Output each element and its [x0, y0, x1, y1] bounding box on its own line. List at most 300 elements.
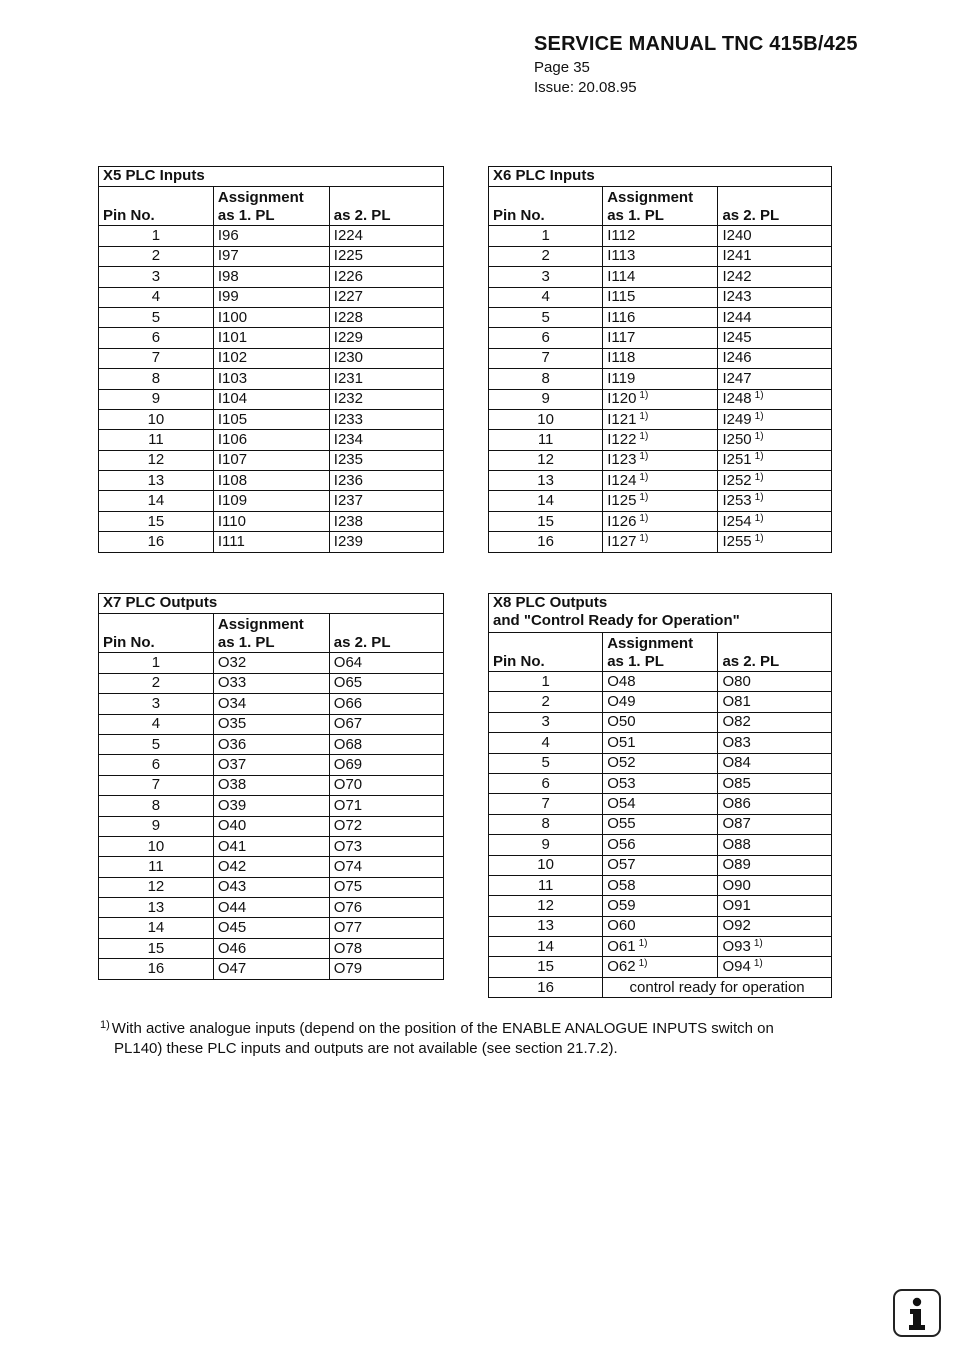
assignment-2pl-cell — [329, 307, 443, 327]
table-title-row — [99, 167, 444, 187]
cell-text: I109 — [217, 492, 248, 510]
assignment-1pl-cell — [213, 511, 329, 531]
table-row — [489, 672, 832, 692]
cell-text: 10 — [147, 837, 165, 855]
assignment-1pl-cell — [603, 855, 718, 875]
cell-text: I224 — [333, 227, 363, 245]
assignment-1pl-cell — [213, 673, 329, 693]
assignment-1pl-cell — [213, 938, 329, 958]
page-number: Page 35 — [534, 59, 590, 76]
table-row — [99, 653, 444, 673]
assignment-2pl-cell — [718, 430, 832, 450]
cell-text: 13 — [147, 471, 165, 489]
assignment-1pl-cell — [213, 226, 329, 246]
pin-cell — [489, 957, 603, 977]
page-header — [534, 33, 858, 96]
assignment-1pl-cell — [603, 430, 718, 450]
assignment-1pl-cell — [213, 898, 329, 918]
cell-text: O88 — [722, 835, 751, 853]
pin-cell — [489, 471, 603, 491]
table-row — [99, 918, 444, 938]
cell-text: 11 — [537, 876, 554, 894]
cell-text: 4 — [151, 715, 161, 733]
assignment-1pl-cell — [213, 857, 329, 877]
assignment-2pl-cell — [329, 328, 443, 348]
assignment-2pl-cell — [718, 511, 832, 531]
cell-text: I100 — [217, 308, 248, 326]
assignment-2pl-cell — [329, 389, 443, 409]
pin-cell — [489, 773, 603, 793]
cell-text: 4 — [541, 288, 550, 306]
assignment-2pl-cell — [718, 835, 832, 855]
table-row — [489, 875, 832, 895]
pin-cell — [99, 491, 214, 511]
pin-cell — [99, 938, 214, 958]
cell-text: I246 — [722, 349, 752, 367]
pin-cell — [99, 511, 214, 531]
cell-text: I108 — [217, 471, 248, 489]
footnote-ref: 1) — [754, 492, 764, 504]
cell-text: as 2. PL — [333, 634, 391, 652]
assignment-2pl-cell — [329, 857, 443, 877]
table-row — [489, 855, 832, 875]
assignment-2pl-cell — [329, 877, 443, 897]
cell-text: I249 — [722, 410, 752, 428]
cell-text: O66 — [333, 694, 363, 712]
assignment-2pl-cell — [329, 694, 443, 714]
table-row — [489, 267, 832, 287]
table-row — [489, 409, 832, 429]
assignment-1pl-cell — [213, 450, 329, 470]
cell-text: 7 — [541, 795, 550, 813]
cell-text: O85 — [722, 774, 751, 792]
table-row — [99, 267, 444, 287]
pin-cell — [99, 226, 214, 246]
cell-text: I235 — [333, 451, 363, 469]
pin-cell — [489, 733, 603, 753]
table-row — [489, 733, 832, 753]
table-row — [489, 692, 832, 712]
col-header-assignment-1pl — [213, 614, 329, 653]
cell-text: O78 — [333, 939, 363, 957]
cell-text: I240 — [722, 227, 752, 245]
col-header-pin — [99, 187, 214, 226]
cell-text: I115 — [607, 288, 636, 306]
cell-text: O56 — [607, 835, 636, 853]
col-header-assignment-1pl — [603, 187, 718, 226]
cell-text: I112 — [607, 227, 636, 245]
pin-cell — [99, 246, 214, 266]
manual-title: SERVICE MANUAL TNC 415B/425 — [534, 33, 858, 55]
cell-text: O80 — [722, 672, 751, 690]
col-header-assignment: Assignment — [607, 189, 694, 207]
assignment-1pl-cell — [603, 471, 718, 491]
assignment-1pl-cell — [213, 775, 329, 795]
assignment-2pl-cell — [329, 898, 443, 918]
table-row — [99, 673, 444, 693]
assignment-2pl-cell — [718, 855, 832, 875]
pin-cell — [99, 959, 214, 979]
table-row — [489, 753, 832, 773]
cell-text: O41 — [217, 837, 247, 855]
assignment-2pl-cell — [718, 328, 832, 348]
table-title — [489, 594, 832, 633]
cell-text: I230 — [333, 349, 363, 367]
cell-text: I237 — [333, 492, 363, 510]
assignment-2pl-cell — [718, 733, 832, 753]
footnote — [100, 1019, 840, 1059]
assignment-2pl-cell — [329, 796, 443, 816]
cell-text: I98 — [217, 267, 239, 285]
cell-text: O74 — [333, 857, 363, 875]
col-header-as-1pl: as 1. PL — [217, 207, 275, 225]
assignment-2pl-cell — [329, 959, 443, 979]
table-row — [489, 835, 832, 855]
col-header-as-2pl — [718, 187, 832, 226]
assignment-1pl-cell — [213, 836, 329, 856]
pin-cell — [99, 816, 214, 836]
cell-text: I106 — [217, 430, 248, 448]
column-header-row — [99, 614, 444, 653]
cell-text: 1 — [541, 672, 550, 690]
cell-text: I248 — [722, 390, 752, 408]
cell-text: O48 — [607, 672, 636, 690]
assignment-1pl-cell — [603, 491, 718, 511]
table-row — [99, 532, 444, 552]
assignment-2pl-cell — [718, 773, 832, 793]
assignment-2pl-cell — [329, 836, 443, 856]
assignment-1pl-cell — [603, 511, 718, 531]
table-row — [99, 857, 444, 877]
cell-text: I99 — [217, 288, 239, 306]
cell-text: I239 — [333, 532, 363, 550]
col-header-assignment-1pl — [603, 633, 718, 672]
assignment-2pl-cell — [718, 389, 832, 409]
cell-text: 11 — [148, 430, 164, 448]
cell-text: I245 — [722, 329, 752, 347]
cell-text: I114 — [607, 267, 636, 285]
cell-text: I236 — [333, 471, 363, 489]
pin-cell — [99, 369, 214, 389]
assignment-1pl-cell — [603, 267, 718, 287]
cell-text: I233 — [333, 410, 363, 428]
footnote-line-2: PL140) these PLC inputs and outputs are not available (see section 21.7.2). — [114, 1040, 618, 1057]
cell-text: 10 — [147, 410, 165, 428]
cell-text: 16 — [537, 532, 554, 550]
cell-text: I118 — [607, 349, 636, 367]
assignment-2pl-cell — [329, 673, 443, 693]
cell-text: 4 — [541, 733, 550, 751]
cell-text: 14 — [147, 492, 165, 510]
pin-cell — [99, 673, 214, 693]
footnote-ref: 1) — [639, 471, 649, 483]
cell-text: as 2. PL — [333, 207, 391, 225]
pin-cell — [489, 835, 603, 855]
cell-text: 12 — [147, 451, 165, 469]
pin-cell — [489, 511, 603, 531]
col-header-as-1pl: as 1. PL — [607, 653, 664, 670]
table-row — [99, 409, 444, 429]
footnote-ref: 1) — [754, 451, 764, 463]
col-header-as-1pl: as 1. PL — [607, 207, 664, 225]
assignment-1pl-cell — [213, 246, 329, 266]
assignment-2pl-cell — [718, 916, 832, 936]
assignment-1pl-cell — [603, 328, 718, 348]
assignment-1pl-cell — [603, 389, 718, 409]
assignment-2pl-cell — [718, 794, 832, 814]
col-header-pin — [99, 614, 214, 653]
cell-text: 7 — [151, 349, 161, 367]
pin-cell — [99, 287, 214, 307]
col-header-as-2pl — [329, 187, 443, 226]
cell-text: I228 — [333, 308, 363, 326]
cell-text: I244 — [722, 308, 752, 326]
pin-cell — [489, 977, 603, 997]
pin-cell — [489, 491, 603, 511]
table-row — [99, 328, 444, 348]
pin-cell — [99, 471, 214, 491]
cell-text: 16 — [537, 978, 554, 996]
cell-text: I104 — [217, 390, 248, 408]
cell-text: O87 — [722, 815, 751, 833]
cell-text: O91 — [722, 896, 751, 914]
assignment-1pl-cell — [213, 307, 329, 327]
cell-text: O86 — [722, 795, 751, 813]
pin-cell — [99, 877, 214, 897]
assignment-1pl-cell — [603, 916, 718, 936]
pin-cell — [489, 430, 603, 450]
info-icon-glyph — [895, 1291, 939, 1335]
assignment-2pl-cell — [718, 672, 832, 692]
pin-cell — [99, 450, 214, 470]
pin-cell — [489, 875, 603, 895]
cell-text: 1 — [541, 227, 550, 245]
table-row — [99, 796, 444, 816]
assignment-1pl-cell — [603, 875, 718, 895]
cell-text: O45 — [217, 919, 247, 937]
assignment-1pl-cell — [603, 409, 718, 429]
assignment-2pl-cell — [718, 896, 832, 916]
table-row — [489, 328, 832, 348]
assignment-2pl-cell — [329, 755, 443, 775]
assignment-2pl-cell — [718, 369, 832, 389]
pin-cell — [489, 267, 603, 287]
assignment-2pl-cell — [329, 511, 443, 531]
col-header-as-2pl — [329, 614, 443, 653]
assignment-2pl-cell — [718, 491, 832, 511]
assignment-1pl-cell — [213, 796, 329, 816]
cell-text: O60 — [607, 917, 636, 935]
table-row — [489, 511, 832, 531]
assignment-1pl-cell — [213, 816, 329, 836]
assignment-2pl-cell — [329, 653, 443, 673]
assignment-2pl-cell — [329, 246, 443, 266]
pin-cell — [489, 712, 603, 732]
assignment-1pl-cell — [603, 937, 718, 957]
cell-text: 6 — [541, 774, 550, 792]
cell-text: O50 — [607, 713, 636, 731]
assignment-2pl-cell — [718, 246, 832, 266]
cell-text: I97 — [217, 247, 239, 265]
assignment-2pl-cell — [329, 409, 443, 429]
cell-text: I120 — [607, 390, 637, 408]
assignment-1pl-cell — [213, 653, 329, 673]
pin-cell — [99, 734, 214, 754]
cell-text: O71 — [333, 796, 363, 814]
cell-text: O36 — [217, 735, 247, 753]
cell-text: Pin No. — [103, 207, 155, 225]
table-row — [99, 287, 444, 307]
cell-text: 3 — [151, 694, 161, 712]
col-header-assignment: Assignment — [217, 189, 304, 207]
table-row — [489, 896, 832, 916]
assignment-1pl-cell — [603, 712, 718, 732]
assignment-2pl-cell — [718, 307, 832, 327]
cell-text: I229 — [333, 329, 363, 347]
column-header-row — [489, 633, 832, 672]
assignment-1pl-cell — [213, 959, 329, 979]
cell-text: 2 — [151, 674, 161, 692]
table-row — [99, 714, 444, 734]
cell-text: I127 — [607, 532, 637, 550]
pin-cell — [99, 430, 214, 450]
cell-text: O53 — [607, 774, 636, 792]
table-row — [489, 794, 832, 814]
assignment-1pl-cell — [213, 430, 329, 450]
cell-text: I254 — [722, 512, 752, 530]
cell-text: I113 — [607, 247, 636, 265]
assignment-1pl-cell — [603, 287, 718, 307]
cell-text: 12 — [537, 896, 554, 914]
assignment-2pl-cell — [329, 816, 443, 836]
cell-text: 10 — [537, 856, 554, 874]
assignment-1pl-cell — [603, 794, 718, 814]
cell-text: 7 — [541, 349, 550, 367]
pin-cell — [489, 369, 603, 389]
assignment-2pl-cell — [718, 875, 832, 895]
cell-text: 8 — [151, 369, 161, 387]
cell-text: Pin No. — [493, 653, 545, 670]
footnote-ref: 1) — [639, 390, 649, 402]
cell-text: O43 — [217, 878, 247, 896]
pin-cell — [99, 796, 214, 816]
footnote-ref: 1) — [754, 430, 764, 442]
assignment-2pl-cell — [718, 753, 832, 773]
cell-text: I111 — [217, 532, 245, 550]
cell-text: O33 — [217, 674, 247, 692]
cell-text: I110 — [217, 512, 246, 530]
table-row — [489, 246, 832, 266]
pin-cell — [489, 672, 603, 692]
cell-text: 13 — [147, 898, 165, 916]
cell-text: 10 — [537, 410, 554, 428]
cell-text: control ready for operation — [629, 978, 805, 996]
pin-cell — [99, 898, 214, 918]
assignment-1pl-cell — [213, 734, 329, 754]
table-row — [489, 773, 832, 793]
footnote-ref: 1) — [639, 410, 649, 422]
pin-cell — [99, 714, 214, 734]
pin-cell — [99, 409, 214, 429]
cell-text: 6 — [151, 756, 161, 774]
assignment-2pl-cell — [718, 712, 832, 732]
cell-text: I103 — [217, 369, 248, 387]
table-title-row — [99, 594, 444, 614]
pin-cell — [489, 328, 603, 348]
cell-text: 8 — [541, 815, 550, 833]
assignment-1pl-cell — [603, 369, 718, 389]
pin-cell — [99, 653, 214, 673]
assignment-2pl-cell — [718, 957, 832, 977]
cell-text: X6 PLC Inputs — [493, 167, 595, 184]
footnote-ref: 1) — [639, 512, 649, 524]
cell-text: Pin No. — [493, 207, 545, 225]
cell-text: O81 — [722, 693, 751, 711]
cell-text: 3 — [541, 713, 550, 731]
table-row — [489, 916, 832, 936]
cell-text: O84 — [722, 754, 751, 772]
table-row — [99, 877, 444, 897]
cell-text: 14 — [537, 937, 554, 955]
table-row — [99, 836, 444, 856]
cell-text: 3 — [541, 267, 550, 285]
table-row — [99, 491, 444, 511]
table-title — [99, 594, 444, 614]
table-title-row — [489, 594, 832, 633]
col-header-pin — [489, 633, 603, 672]
assignment-2pl-cell — [718, 814, 832, 834]
table-row — [489, 937, 832, 957]
cell-text: O59 — [607, 896, 636, 914]
pin-cell — [489, 450, 603, 470]
assignment-1pl-cell — [213, 267, 329, 287]
cell-text: I119 — [607, 369, 636, 387]
cell-text: 2 — [541, 247, 550, 265]
cell-text: as 2. PL — [722, 653, 780, 670]
assignment-2pl-cell — [329, 430, 443, 450]
merged-assignment-cell — [603, 977, 832, 997]
cell-text: I101 — [217, 329, 248, 347]
footnote-ref: 1) — [639, 430, 649, 442]
cell-text: I250 — [722, 430, 752, 448]
cell-text: 6 — [151, 329, 161, 347]
table-title-line-2: and "Control Ready for Operation" — [493, 612, 740, 629]
cell-text: 9 — [541, 835, 550, 853]
table-row — [489, 389, 832, 409]
pin-cell — [489, 409, 603, 429]
pin-cell — [99, 836, 214, 856]
table-row — [489, 814, 832, 834]
assignment-1pl-cell — [213, 755, 329, 775]
assignment-2pl-cell — [329, 267, 443, 287]
cell-text: I96 — [217, 227, 239, 245]
assignment-2pl-cell — [718, 532, 832, 552]
assignment-1pl-cell — [213, 714, 329, 734]
assignment-1pl-cell — [213, 877, 329, 897]
cell-text: O49 — [607, 693, 636, 711]
assignment-2pl-cell — [329, 450, 443, 470]
cell-text: 4 — [151, 288, 161, 306]
pin-cell — [99, 348, 214, 368]
cell-text: I255 — [722, 532, 752, 550]
assignment-1pl-cell — [213, 389, 329, 409]
table-title — [489, 167, 832, 187]
assignment-1pl-cell — [603, 348, 718, 368]
cell-text: I247 — [722, 369, 752, 387]
table-title-line-1: X8 PLC Outputs — [493, 594, 608, 611]
column-header-row — [489, 187, 832, 226]
table-row — [99, 369, 444, 389]
